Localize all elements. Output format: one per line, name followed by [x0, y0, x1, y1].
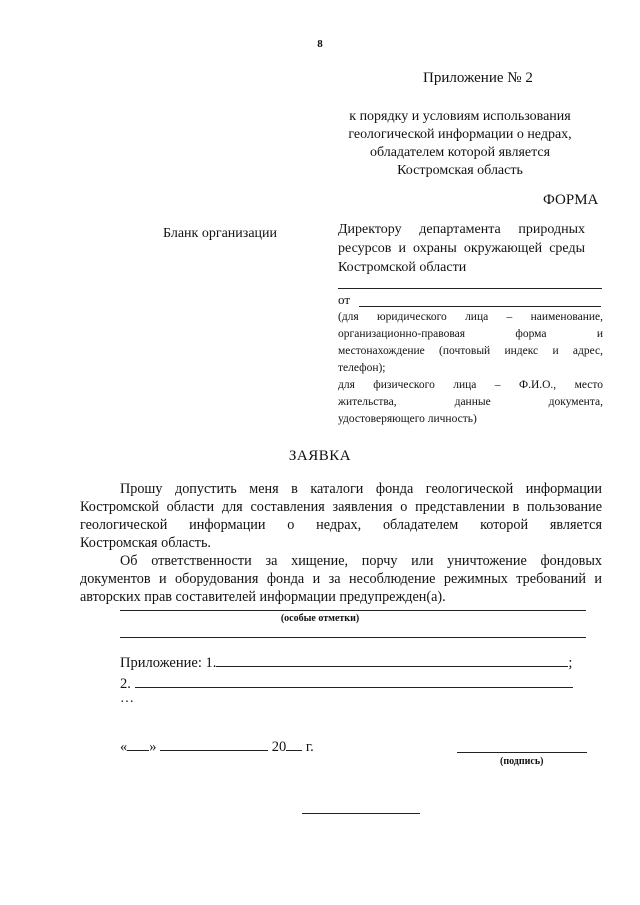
addressee-line [338, 288, 602, 289]
date-line [120, 738, 314, 756]
appendix-reference [330, 108, 590, 180]
special-marks-line [120, 610, 586, 611]
date-quote: » [149, 739, 157, 755]
from-note-line: телефон); [338, 362, 386, 374]
from-note-line: (для юридического лица – наименование, [338, 311, 603, 323]
request-paragraph [80, 480, 602, 552]
attachment-fill-line [216, 654, 568, 667]
year-prefix: 20 [271, 739, 287, 755]
request-body [80, 480, 602, 606]
from-label: от [338, 292, 351, 307]
from-note-line: для физического лица – Ф.И.О., место [338, 379, 603, 391]
year-suffix: г. [302, 739, 314, 755]
responsibility-paragraph [80, 552, 602, 606]
appendix-reference-line: Костромская область [397, 163, 523, 178]
attachment-line-1 [120, 654, 572, 672]
end-separator [302, 813, 420, 814]
signature-label: (подпись) [500, 756, 544, 767]
signature-line [457, 752, 587, 753]
attachment-fill-line [135, 675, 573, 688]
document-title: ЗАЯВКА [288, 448, 352, 464]
body-line: документов и оборудования фонда и за несоблюдение режимных требований и [80, 571, 602, 587]
appendix-title: Приложение № 2 [423, 70, 533, 86]
body-line: геологической информации о недрах, обладателем которой является [80, 517, 602, 533]
from-note-line: жительства, данные документа, [338, 396, 603, 408]
from-note-line: организационно-правовая форма и [338, 328, 603, 340]
attachment-suffix: ; [568, 655, 573, 671]
from-note-line: местонахождение (почтовый индекс и адрес, [338, 345, 603, 357]
page-number: 8 [317, 38, 323, 50]
body-line: авторских прав составителей информации предупрежден(а). [80, 589, 446, 605]
attachment-prefix: 2. [120, 676, 131, 692]
from-note-line: удостоверяющего личность) [338, 413, 477, 425]
body-line: Костромской области для составления заявления о представлении в пользование [80, 499, 602, 515]
appendix-reference-line: геологической информации о недрах, [348, 127, 572, 142]
day-fill-line [127, 738, 149, 751]
from-fill-line [359, 306, 601, 307]
form-label: ФОРМА [543, 192, 599, 208]
from-note [338, 309, 603, 428]
org-letterhead-label: Бланк организации [163, 226, 278, 241]
year-fill-line [286, 738, 302, 751]
addressee: Директору департамента природных ресурсов и охраны окружающей среды Костромской области [338, 222, 585, 275]
month-fill-line [160, 738, 268, 751]
special-marks-line-2 [120, 637, 586, 638]
body-line: Костромская область. [80, 535, 211, 551]
attachment-prefix: Приложение: 1. [120, 655, 217, 671]
attachment-line-2 [120, 675, 573, 693]
special-marks-label: (особые отметки) [280, 613, 360, 624]
appendix-reference-line: к порядку и условиям использования [349, 109, 571, 124]
body-line: Об ответственности за хищение, порчу или уничтожение фондовых [120, 553, 602, 569]
body-line: Прошу допустить меня в каталоги фонда геологической информации [120, 481, 602, 497]
date-quote: « [120, 739, 128, 755]
attachment-ellipsis: … [120, 691, 134, 706]
appendix-reference-line: обладателем которой является [369, 145, 551, 160]
